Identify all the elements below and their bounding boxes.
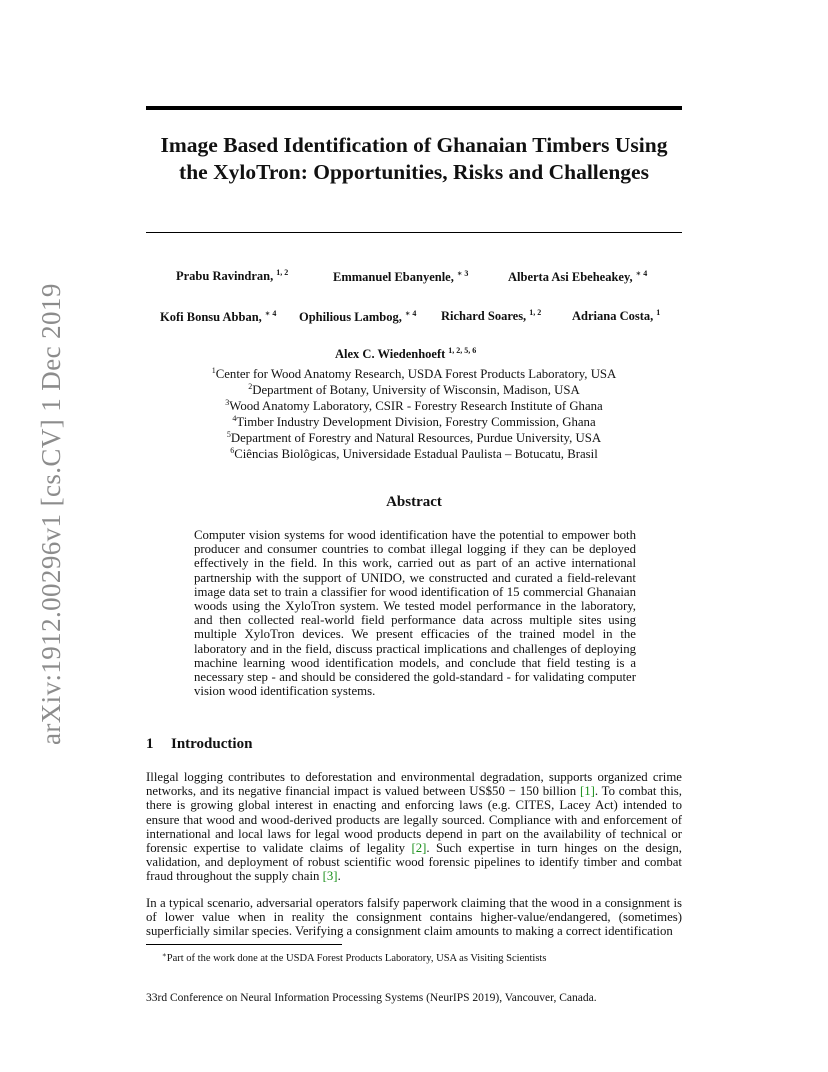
affiliation: $^3$Wood Anatomy Laboratory, CSIR - Forestry Research Institute of Ghana [225,398,603,413]
author: Richard Soares, $^{1, 2}$ [441,308,542,323]
author: Emmanuel Ebanyenle, $^{∗ 3}$ [333,269,469,284]
author: Prabu Ravindran, $^{1, 2}$ [176,268,289,283]
affiliation: $^1$Center for Wood Anatomy Research, USDA Forest Products Laboratory, USA [211,366,617,381]
arxiv-stamp: arXiv:1912.00296v1 [cs.CV] 1 Dec 2019 [36,283,66,745]
abstract-heading: Abstract [386,494,442,510]
author: Ophilious Lambog, $^{∗ 4}$ [299,309,417,324]
author: Adriana Costa, $^1$ [572,308,661,323]
conference-note: 33rd Conference on Neural Information Processing Systems (NeurIPS 2019), Vancouver, Canada. [146,992,597,1004]
footnote: ∗Part of the work done at the USDA Forest Products Laboratory, USA as Visiting Scientists [162,951,547,964]
intro-paragraph: Illegal logging contributes to deforestation and environmental degradation, supports organized crime networks, and its negative financial impact is valued between US$50 − 150 billion [1]. To combat this, there is growing global interest in enacting and enforcing laws (e.g. CITES, Lacey Act) intended to ensure that wood and wood-derived products are legally sourced. Compliance with and enforcement of international and local laws for legal wood products depend in part on the availability of technical or forensic expertise to validate claims of legality [2]. Such expertise in turn hinges on the design, validation, and deployment of robust scientific wood forensic pipelines to identify timber and combat fraud throughout the supply chain [3]. [146,770,682,884]
title-top-rule [146,106,682,110]
title-bottom-rule [146,232,682,233]
section-title: Introduction [171,736,253,752]
affiliation: $^5$Department of Forestry and Natural Resources, Purdue University, USA [226,430,602,445]
footnote-rule [146,944,342,945]
author: Alberta Asi Ebeheakey, $^{∗ 4}$ [508,269,648,284]
author: Kofi Bonsu Abban, $^{∗ 4}$ [160,309,277,324]
affiliation: $^6$Ciências Biolôgicas, Universidade Estadual Paulista – Botucatu, Brasil [230,446,598,461]
abstract-body: Computer vision systems for wood identification have the potential to empower both producer and consumer countries to combat illegal logging if they can be deployed effectively in the field. In this work, carried out as part of an active international partnership with the support of UNIDO, we constructed and curated a field-relevant image data set to train a classifier for wood identification of 15 commercial Ghanaian woods using the XyloTron system. We tested model performance in the laboratory, and then collected real-world field performance data across multiple sites using multiple XyloTron devices. We present efficacies of the trained model in the laboratory and in the field, discuss practical implications and challenges of deploying machine learning wood identification models, and conclude that field testing is a necessary step - and should be considered the gold-standard - for validating computer vision wood identification systems. [194,528,636,699]
citation-link[interactable]: [3] [322,869,338,884]
section-number: 1 [146,736,154,752]
paper-title: Image Based Identification of Ghanaian Timbers Using the XyloTron: Opportunities, Risks and Challenges [160,133,668,184]
citation-link[interactable]: [2] [411,841,427,856]
affiliation: $^2$Department of Botany, University of Wisconsin, Madison, USA [248,382,580,397]
author: Alex C. Wiedenhoeft $^{1, 2, 5, 6}$ [335,346,477,361]
citation-link[interactable]: [1] [579,784,595,799]
intro-paragraph: In a typical scenario, adversarial operators falsify paperwork claiming that the wood in a consignment is of lower value when in reality the consignment contains higher-value/endangered, (sometimes) superficially similar species. Verifying a consignment claim amounts to making a correct identification [146,896,682,939]
affiliation: $^4$Timber Industry Development Division, Forestry Commission, Ghana [232,414,596,429]
